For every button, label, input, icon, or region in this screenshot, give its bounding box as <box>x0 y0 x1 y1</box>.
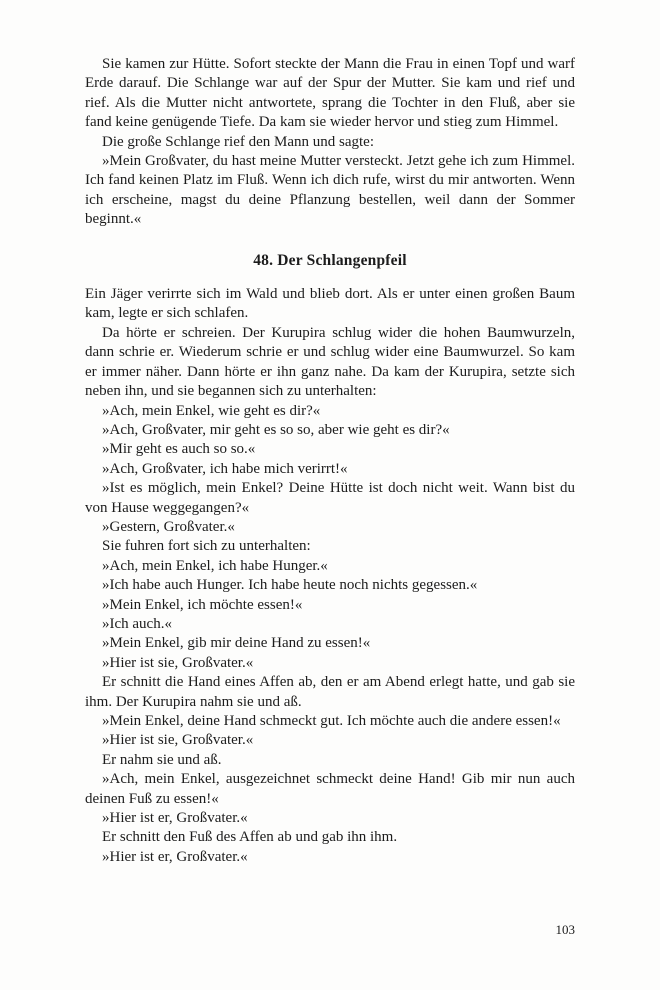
dialogue-line: »Mein Enkel, gib mir deine Hand zu essen!« <box>102 635 371 652</box>
paragraph: Sie kamen zur Hütte. Sofort steckte der Mann die Frau in einen Topf und warf Erde darauf. Die Schlange war auf der Spur der Mutter. Sie kam und rief und rief. Als die Mutter nicht antwortete, sprang die Tochter in den Fluß, aber sie fand keine genügende Tiefe. Da kam sie wieder hervor und stieg zum Himmel. <box>85 56 575 131</box>
dialogue-line: »Mir geht es auch so so.« <box>102 441 256 458</box>
dialogue-line: »Gestern, Großvater.« <box>102 518 235 535</box>
dialogue-line: »Ach, Großvater, mir geht es so so, aber wie geht es dir?« <box>102 421 450 438</box>
dialogue-line: »Mein Enkel, ich möchte essen!« <box>102 596 303 613</box>
paragraph: Sie fuhren fort sich zu unterhalten: <box>102 538 311 555</box>
paragraph: Er schnitt die Hand eines Affen ab, den er am Abend erlegt hatte, und gab sie ihm. Der Kurupira nahm sie und aß. <box>85 674 575 710</box>
paragraph: Er schnitt den Fuß des Affen ab und gab ihn ihm. <box>102 829 398 846</box>
dialogue-line: »Hier ist sie, Großvater.« <box>102 654 254 671</box>
paragraph: Ein Jäger verirrte sich im Wald und blieb dort. Als er unter einen großen Baum kam, legte er sich schlafen. <box>85 286 575 322</box>
dialogue-line: »Ist es möglich, mein Enkel? Deine Hütte ist doch nicht weit. Wann bist du von Hause weggegangen?« <box>85 480 575 516</box>
paragraph: Da hörte er schreien. Der Kurupira schlug wider die hohen Baumwurzeln, dann schrie er. Wiederum schrie er und schlug wider eine Baumwurzel. So kam er immer näher. Dann hörte er ihn ganz nahe. Da kam der Kurupira, setzte sich neben ihn, und sie begannen sich zu unterhalten: <box>85 324 575 400</box>
page-number: 103 <box>555 922 575 937</box>
dialogue-line: »Hier ist sie, Großvater.« <box>102 732 254 749</box>
paragraph: »Mein Großvater, du hast meine Mutter versteckt. Jetzt gehe ich zum Himmel. Ich fand keinen Platz im Fluß. Wenn ich dich rufe, wirst du mir antworten. Wenn ich erscheine, magst du deine Pflanzung bestellen, weil dann der Sommer beginnt.« <box>85 153 575 228</box>
dialogue-line: »Ach, mein Enkel, ich habe Hunger.« <box>102 557 328 574</box>
dialogue-line: »Hier ist er, Großvater.« <box>102 848 248 865</box>
dialogue-line: »Ich auch.« <box>102 615 172 632</box>
dialogue-line: »Ach, mein Enkel, wie geht es dir?« <box>102 402 321 419</box>
dialogue-line: »Ach, Großvater, ich habe mich verirrt!« <box>102 460 348 477</box>
dialogue-line: »Ich habe auch Hunger. Ich habe heute noch nichts gegessen.« <box>102 577 478 594</box>
paragraph: Er nahm sie und aß. <box>102 751 222 768</box>
text-block <box>85 55 575 867</box>
dialogue-line: »Hier ist er, Großvater.« <box>102 810 248 827</box>
paragraph: Die große Schlange rief den Mann und sagte: <box>102 133 374 150</box>
dialogue-line: »Mein Enkel, deine Hand schmeckt gut. Ich möchte auch die andere essen!« <box>102 713 561 729</box>
dialogue-line: »Ach, mein Enkel, ausgezeichnet schmeckt deine Hand! Gib mir nun auch deinen Fuß zu essen!« <box>85 771 575 807</box>
chapter-heading: 48. Der Schlangenpfeil <box>253 251 407 269</box>
